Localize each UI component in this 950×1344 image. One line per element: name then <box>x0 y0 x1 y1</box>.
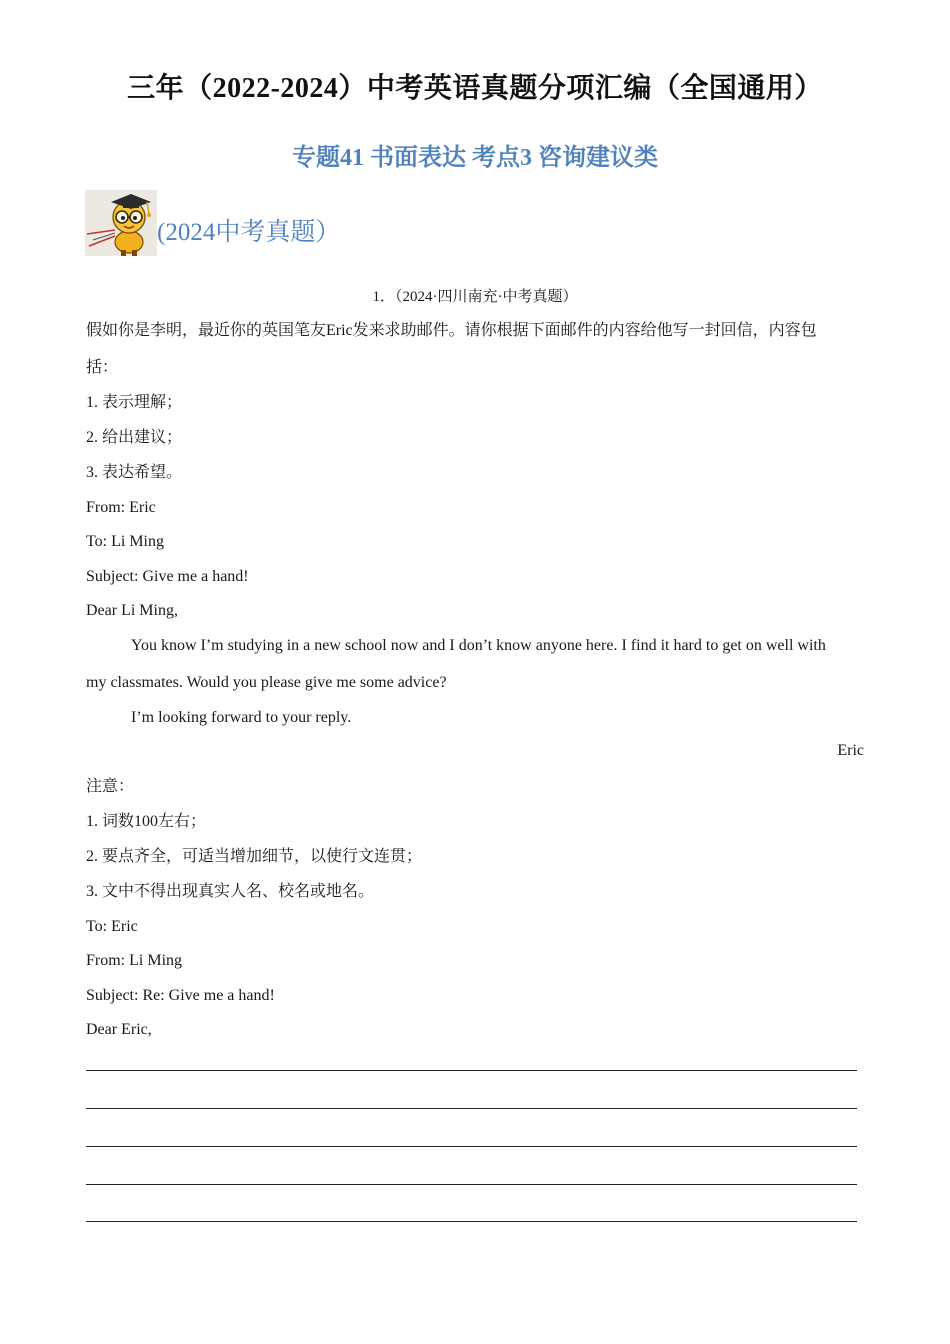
reply-from: From: Li Ming <box>86 952 183 969</box>
prompt-text-cont: 括： <box>86 359 119 376</box>
scholar-mascot-icon <box>85 190 157 256</box>
reply-to: To: Eric <box>86 918 138 935</box>
topic-subtitle: 专题41 书面表达 考点3 咨询建议类 <box>292 145 658 171</box>
answer-line[interactable] <box>86 1221 857 1222</box>
content-point: 2. 给出建议； <box>86 429 183 446</box>
page-title: 三年（2022-2024）中考英语真题分项汇编（全国通用） <box>127 73 823 104</box>
email-closing: I’m looking forward to your reply. <box>131 709 352 726</box>
email-from: From: Eric <box>86 499 156 516</box>
answer-line[interactable] <box>86 1108 857 1109</box>
email-subject: Subject: Give me a hand! <box>86 568 249 585</box>
note-item: 1. 词数100左右； <box>86 813 207 830</box>
answer-line[interactable] <box>86 1070 857 1071</box>
section-label: (2024中考真题） <box>157 219 341 246</box>
prompt-text: 假如你是李明，最近你的英国笔友Eric发来求助邮件。请你根据下面邮件的内容给他写一封回信，内容包 <box>86 322 817 339</box>
note-item: 2. 要点齐全，可适当增加细节，以使行文连贯； <box>86 848 423 865</box>
notes-title: 注意： <box>86 778 135 795</box>
reply-subject: Subject: Re: Give me a hand! <box>86 987 275 1004</box>
reply-greeting: Dear Eric, <box>86 1021 152 1038</box>
email-to: To: Li Ming <box>86 533 164 550</box>
question-source: 1．（2024·四川南充·中考真题） <box>372 289 578 305</box>
content-point: 3. 表达希望。 <box>86 464 183 481</box>
email-body-cont: my classmates. Would you please give me some advice? <box>86 674 447 691</box>
section-header <box>85 190 340 256</box>
email-body: You know I’m studying in a new school now and I don’t know anyone here. I find it hard to get on well with <box>131 637 826 654</box>
note-item: 3. 文中不得出现真实人名、校名或地名。 <box>86 883 375 900</box>
content-point: 1. 表示理解； <box>86 394 183 411</box>
answer-line[interactable] <box>86 1146 857 1147</box>
email-greeting: Dear Li Ming, <box>86 602 178 619</box>
answer-line[interactable] <box>86 1184 857 1185</box>
email-signature: Eric <box>837 742 864 759</box>
